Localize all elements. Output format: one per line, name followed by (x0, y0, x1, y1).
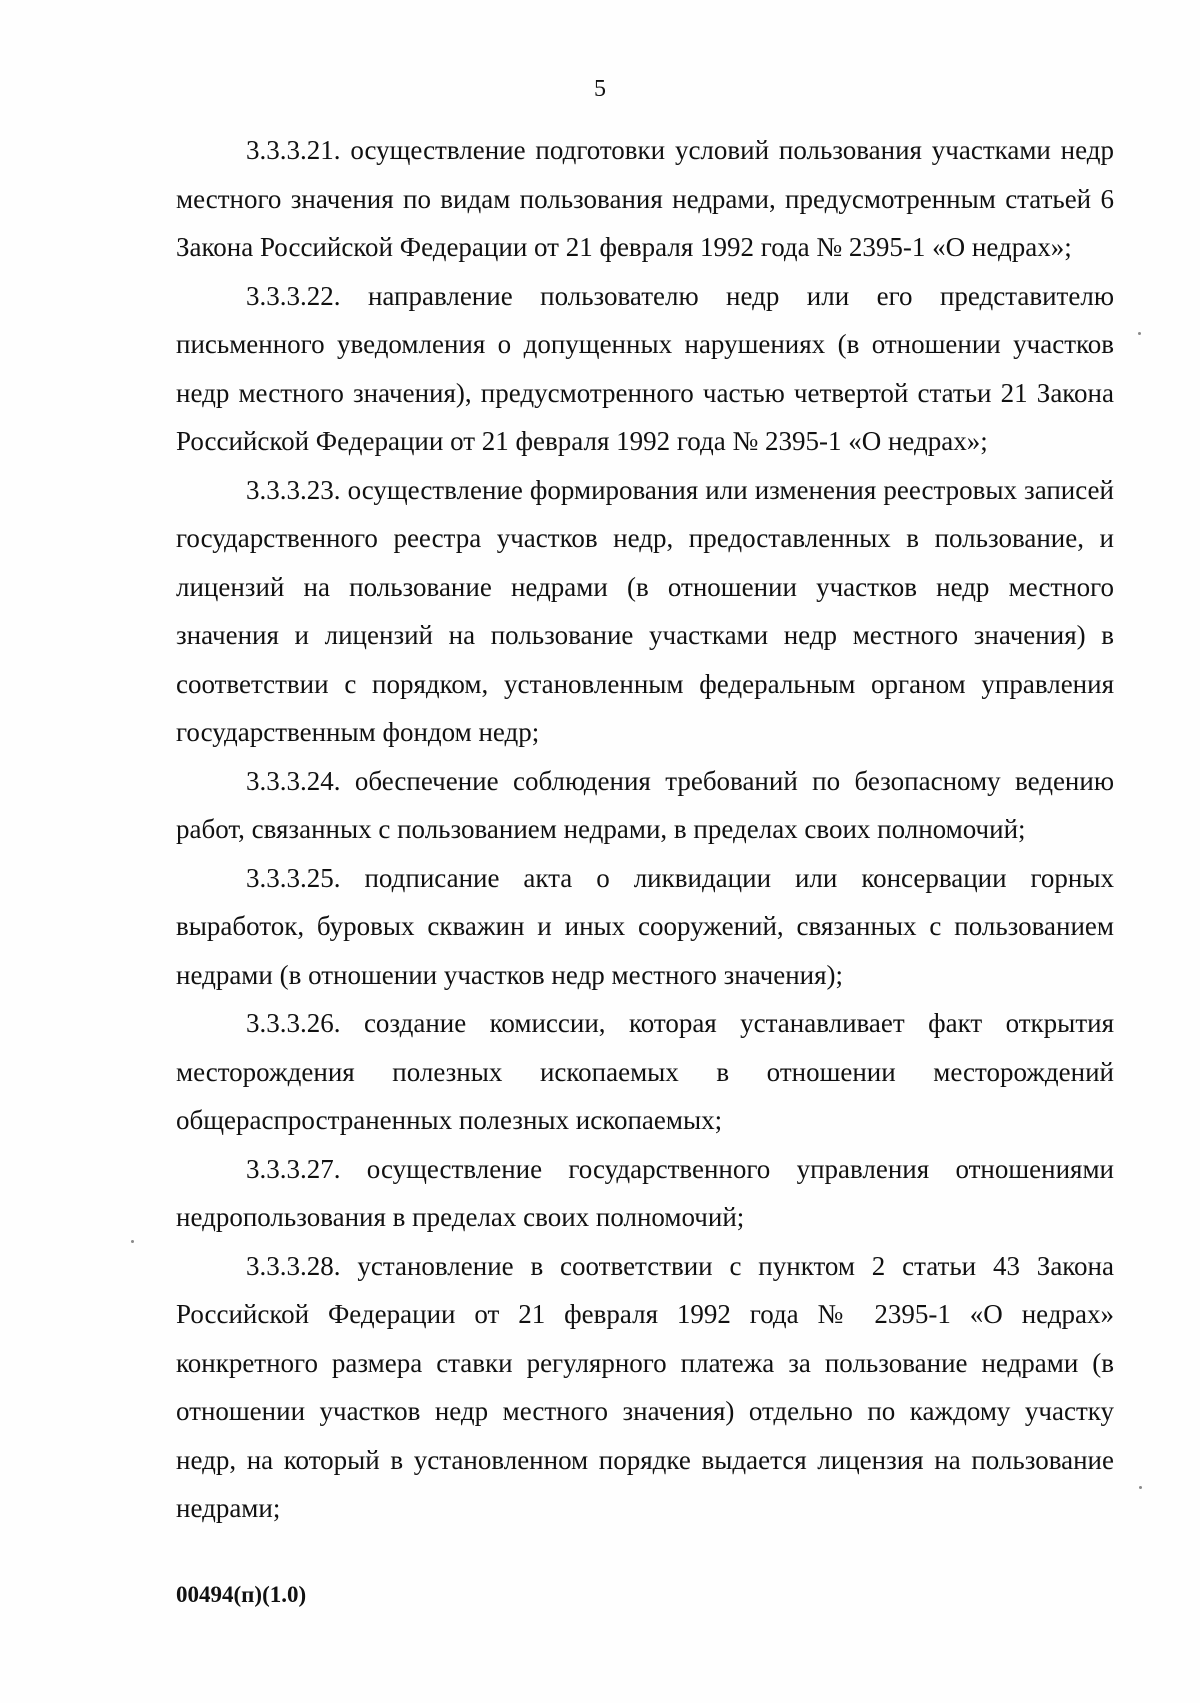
paragraph-3-3-3-24: 3.3.3.24. обеспечение соблюдения требований по безопасному ведению работ, связанных с пользованием недрами, в пределах своих полномочий; (176, 765, 1114, 844)
paragraph-3-3-3-23: 3.3.3.23. осуществление формирования или изменения реестровых записей государственного реестра участков недр, предоставленных в пользование, и лицензий на пользование недрами (в отношении участков недр местного значения и лицензий на пользование участками недр местного значения) в соответствии с порядком, установленным федеральным органом управления государственным фондом недр; (176, 474, 1114, 747)
paragraph-3-3-3-28: 3.3.3.28. установление в соответствии с пунктом 2 статьи 43 Закона Российской Федерации от 21 февраля 1992 года № 2395-1 «О недрах» конкретного размера ставки регулярного платежа за пользование недрами (в отношении участков недр местного значения) отдельно по каждому участку недр, на который в установленном порядке выдается лицензия на пользование недрами; (176, 1250, 1114, 1523)
document-code: 00494(п)(1.0) (176, 1582, 307, 1607)
paragraph-3-3-3-22: 3.3.3.22. направление пользователю недр или его представителю письменного уведомления о допущенных нарушениях (в отношении участков недр местного значения), предусмотренного частью четвертой статьи 21 Закона Российской Федерации от 21 февраля 1992 года № 2395-1 «О недрах»; (176, 280, 1114, 456)
document-body (176, 126, 1114, 1533)
scan-speck (1139, 1486, 1142, 1489)
scan-speck (131, 1240, 134, 1243)
paragraph-3-3-3-26: 3.3.3.26. создание комиссии, которая устанавливает факт открытия месторождения полезных ископаемых в отношении месторождений общераспространенных полезных ископаемых; (176, 1008, 1114, 1135)
scan-speck (1138, 332, 1141, 335)
paragraph-3-3-3-25: 3.3.3.25. подписание акта о ликвидации или консервации горных выработок, буровых скважин и иных сооружений, связанных с пользованием недрами (в отношении участков недр местного значения); (176, 862, 1114, 990)
page-number: 5 (594, 76, 606, 102)
paragraph-3-3-3-27: 3.3.3.27. осуществление государственного управления отношениями недропользования в пределах своих полномочий; (176, 1153, 1114, 1232)
paragraph-3-3-3-21: 3.3.3.21. осуществление подготовки условий пользования участками недр местного значения по видам пользования недрами, предусмотренным статьей 6 Закона Российской Федерации от 21 февраля 1992 года № 2395-1 «О недрах»; (176, 135, 1114, 262)
